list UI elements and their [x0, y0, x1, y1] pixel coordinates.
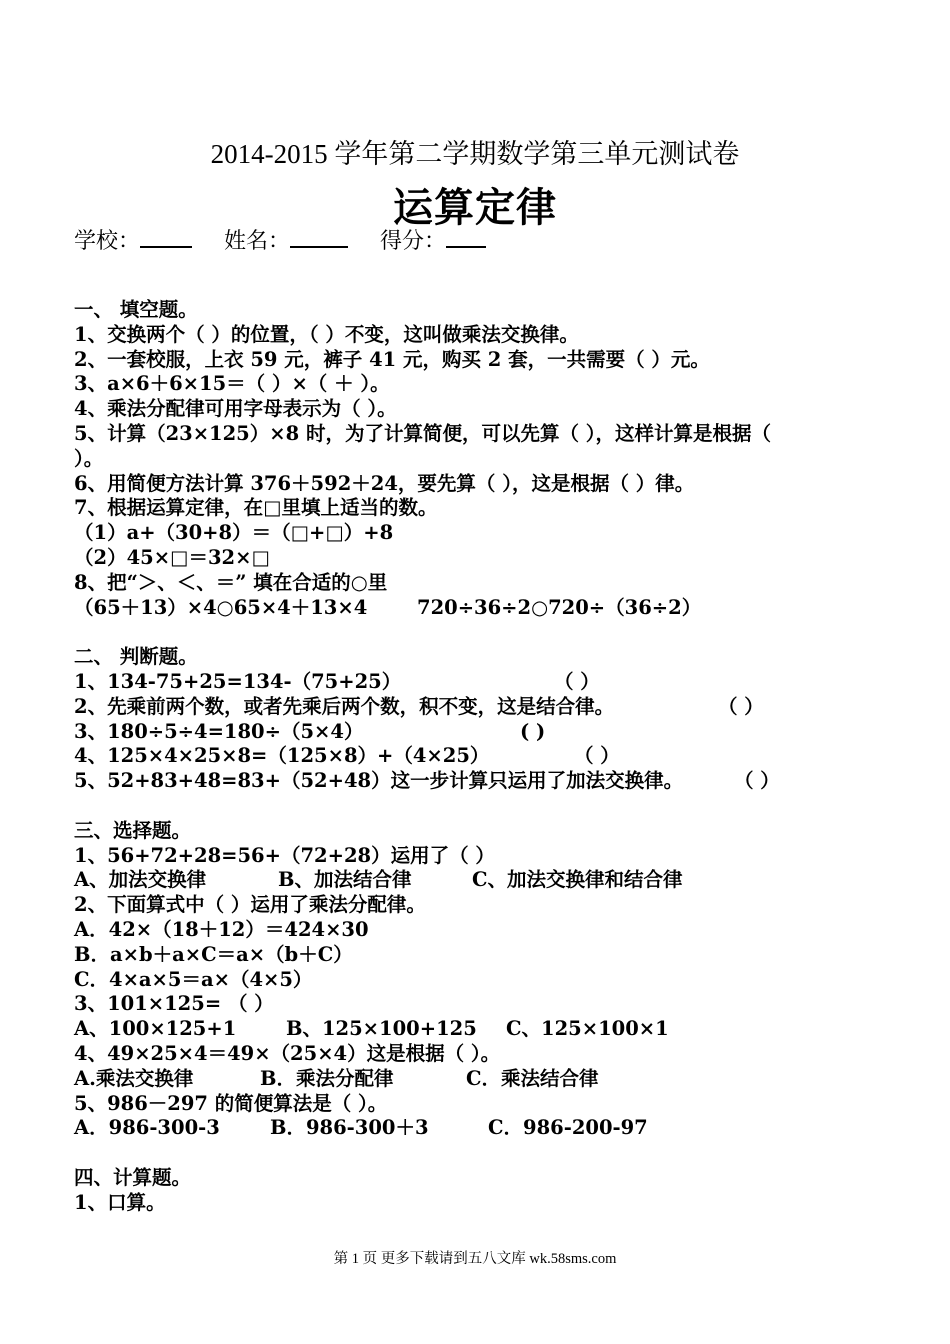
judge-q3 — [74, 720, 924, 745]
score-blank[interactable] — [446, 228, 486, 248]
section2-heading: 二、 判断题。 — [74, 645, 198, 669]
choice-q5-option-b[interactable]: B．986-300＋3 — [270, 1116, 429, 1140]
choice-q5: 5、986－297 的简便算法是（ ）。 — [74, 1091, 388, 1115]
name-blank[interactable] — [290, 228, 348, 248]
fill-q5-line1: 5、计算（23×125）×8 时，为了计算简便，可以先算（ ），这样计算是根据（ — [74, 421, 771, 445]
judge-q3-text: 3、180÷5÷4=180÷（5×4） — [74, 719, 364, 743]
fill-q7: 7、根据运算定律，在□里填上适当的数。 — [74, 496, 438, 520]
choice-q2: 2、下面算式中（ ）运用了乘法分配律。 — [74, 893, 426, 917]
fill-q8-left: （65＋13）×4○65×4＋13×4 — [74, 595, 368, 619]
fill-q2: 2、一套校服，上衣 59 元，裤子 41 元，购买 2 套，一共需要（ ）元。 — [74, 347, 710, 371]
judge-q4-text: 4、125×4×25×8=（125×8）+（4×25） — [74, 744, 490, 768]
judge-q2 — [74, 695, 924, 720]
fill-q7-part1: （1）a+（30+8）＝（□+□）+8 — [74, 521, 394, 545]
choice-q4-option-c[interactable]: C．乘法结合律 — [466, 1066, 599, 1090]
choice-q2-option-b[interactable]: B．a×b＋a×C＝a×（b＋C） — [74, 942, 353, 966]
fill-q8-compare — [74, 596, 924, 621]
section3-heading: 三、选择题。 — [74, 818, 192, 842]
choice-q2-option-a[interactable]: A．42×（18＋12）＝424×30 — [74, 917, 369, 941]
choice-q3-options — [74, 1017, 924, 1042]
judge-q5-text: 5、52+83+48=83+（52+48）这一步计算只运用了加法交换律。 — [74, 769, 684, 793]
school-label: 学校： — [74, 229, 141, 254]
score-label: 得分： — [380, 229, 447, 254]
page-footer: 第 1 页 更多下载请到五八文库 wk.58sms.com — [333, 1251, 617, 1267]
exam-title: 运算定律 — [393, 185, 557, 231]
judge-q1-text: 1、134-75+25=134-（75+25） — [74, 669, 402, 693]
choice-q5-option-c[interactable]: C．986-200-97 — [488, 1116, 648, 1140]
choice-q2-option-c[interactable]: C．4×a×5＝a×（4×5） — [74, 967, 313, 991]
judge-q4-answer[interactable]: （ ） — [574, 744, 620, 768]
exam-subtitle: 2014-2015 学年第二学期数学第三单元测试卷 — [210, 139, 740, 169]
name-label: 姓名： — [224, 229, 291, 254]
choice-q3-option-a[interactable]: A、100×125+1 — [74, 1017, 237, 1041]
judge-q2-text: 2、先乘前两个数，或者先乘后两个数，积不变，这是结合律。 — [74, 694, 615, 718]
judge-q5-answer[interactable]: （ ） — [734, 769, 780, 793]
fill-q4: 4、乘法分配律可用字母表示为（ ）。 — [74, 397, 397, 421]
judge-q1-answer[interactable]: （ ） — [554, 669, 600, 693]
judge-q4 — [74, 744, 924, 769]
judge-q1 — [74, 670, 924, 695]
choice-q4: 4、49×25×4＝49×（25×4）这是根据（ ）。 — [74, 1041, 501, 1065]
fill-q7-part2: （2）45×□＝32×□ — [74, 545, 270, 569]
judge-q5 — [74, 769, 924, 794]
choice-q1: 1、56+72+28=56+（72+28）运用了（ ） — [74, 843, 495, 867]
judge-q2-answer[interactable]: （ ） — [718, 694, 764, 718]
calc-q1: 1、口算。 — [74, 1190, 166, 1214]
fill-q3: 3、a×6＋6×15＝（ ）×（ ＋ ）。 — [74, 372, 390, 396]
choice-q3-option-b[interactable]: B、125×100+125 — [286, 1017, 477, 1041]
fill-q8: 8、把“＞、＜、＝” 填在合适的○里 — [74, 570, 388, 594]
choice-q5-option-a[interactable]: A．986-300-3 — [74, 1116, 220, 1140]
school-blank[interactable] — [140, 228, 192, 248]
fill-q1: 1、交换两个（ ）的位置，（ ）不变，这叫做乘法交换律。 — [74, 322, 579, 346]
section4-heading: 四、计算题。 — [74, 1165, 192, 1189]
choice-q1-option-b[interactable]: B、加法结合律 — [278, 868, 412, 892]
choice-q1-option-a[interactable]: A、加法交换律 — [74, 868, 207, 892]
fill-q6: 6、用简便方法计算 376＋592＋24，要先算（ ），这是根据（ ）律。 — [74, 471, 695, 495]
student-info — [74, 224, 486, 255]
exam-content — [74, 298, 924, 1215]
section1-heading: 一、 填空题。 — [74, 298, 198, 321]
choice-q3: 3、101×125= （ ） — [74, 992, 274, 1016]
choice-q4-option-a[interactable]: A.乘法交换律 — [74, 1066, 194, 1090]
choice-q3-option-c[interactable]: C、125×100×1 — [506, 1017, 669, 1041]
judge-q3-answer[interactable]: ( ) — [520, 719, 546, 743]
choice-q1-option-c[interactable]: C、加法交换律和结合律 — [472, 868, 683, 892]
choice-q4-options — [74, 1067, 924, 1092]
choice-q5-options — [74, 1116, 924, 1141]
fill-q5-line2: ）。 — [74, 446, 104, 470]
fill-q8-right: 720÷36÷2○720÷（36÷2） — [417, 595, 702, 619]
choice-q4-option-b[interactable]: B．乘法分配律 — [260, 1066, 394, 1090]
choice-q1-options — [74, 868, 924, 893]
